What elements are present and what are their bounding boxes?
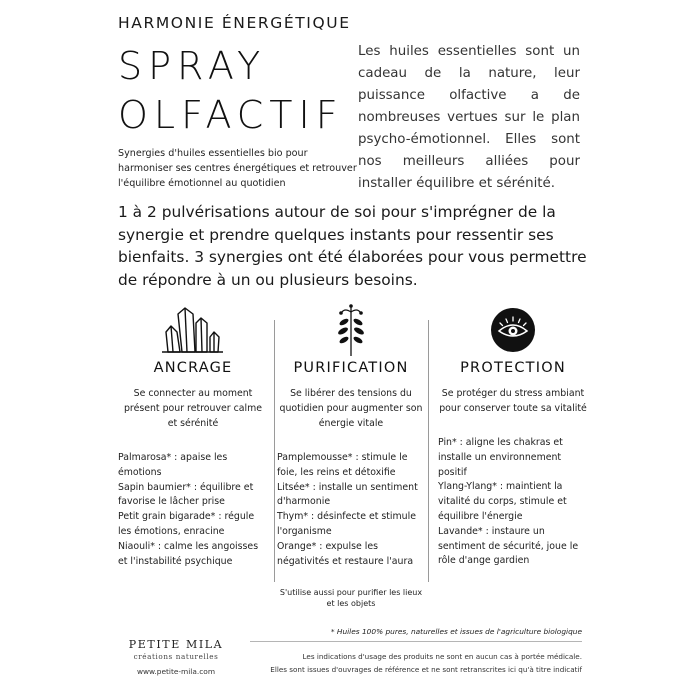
- list-item: Lavande* : instaure un sentiment de sécurité, joue le rôle d'ange gardien: [438, 525, 579, 567]
- column-protection: [438, 300, 588, 569]
- list-item: Sapin baumier* : équilibre et favorise le lâcher prise: [118, 481, 254, 508]
- plant-sprig-icon: [331, 302, 371, 358]
- column-ancrage: [118, 300, 268, 569]
- disclaimer-line: Elles sont issues d'ouvrages de référence et ne sont retranscrites ici qu'à titre indicatif: [270, 665, 582, 674]
- column-heading: PROTECTION: [460, 360, 566, 376]
- tagline: Synergies d'huiles essentielles bio pour harmoniser ses centres énergétiques et retrouver l'équilibre émotionnel au quotidien: [118, 148, 357, 189]
- disclaimer-line: Les indications d'usage des produits ne sont en aucun cas à portée médicale.: [302, 652, 582, 661]
- column-heading: PURIFICATION: [293, 360, 409, 376]
- column-purification: [277, 300, 425, 609]
- footer-divider: [250, 641, 582, 642]
- column-description: Se libérer des tensions du quotidien pour augmenter son énergie vitale: [279, 388, 423, 429]
- list-item: Niaouli* : calme les angoisses et l'instabilité psychique: [118, 540, 259, 567]
- brand-kicker: HARMONIE ÉNERGÉTIQUE: [118, 14, 351, 32]
- column-heading: ANCRAGE: [153, 360, 233, 376]
- page-title-line-2: OLFACTIF: [118, 93, 344, 137]
- page-title-line-1: SPRAY: [118, 44, 267, 88]
- list-item: Orange* : expulse les négativités et restaure l'aura: [277, 540, 414, 567]
- brand-name: PETITE MILA: [128, 638, 224, 651]
- column-description: Se connecter au moment présent pour retrouver calme et sérénité: [123, 388, 263, 429]
- organic-footnote: * Huiles 100% pures, naturelles et issues de l'agriculture biologique: [330, 627, 582, 636]
- list-item: Petit grain bigarade* : régule les émotions, enracine: [118, 511, 255, 537]
- list-item: Ylang-Ylang* : maintient la vitalité du corps, stimule et équilibre l'énergie: [438, 481, 567, 522]
- column-ingredient-list: [277, 451, 425, 569]
- list-item: Pin* : aligne les chakras et installe un environnement positif: [438, 437, 563, 478]
- list-item: Thym* : désinfecte et stimule l'organisme: [277, 511, 416, 537]
- brand-url: www.petite-mila.com: [136, 667, 216, 676]
- list-item: Pamplemousse* : stimule le foie, les reins et détoxifie: [277, 452, 408, 478]
- crystal-icon: [160, 304, 226, 356]
- eye-icon: [490, 307, 536, 353]
- list-item: Palmarosa* : apaise les émotions: [118, 452, 228, 478]
- usage-note: S'utilise aussi pour purifier les lieux et les objets: [279, 588, 423, 609]
- list-item: Litsée* : installe un sentiment d'harmonie: [277, 481, 418, 508]
- brand-logo: [116, 638, 236, 676]
- column-ingredient-list: [118, 451, 268, 569]
- column-description: Se protéger du stress ambiant pour conserver toute sa vitalité: [439, 388, 587, 414]
- column-ingredient-list: [438, 436, 588, 569]
- usage-lead-paragraph: 1 à 2 pulvérisations autour de soi pour s'imprégner de la synergie et prendre quelques instants pour ressentir ses bienfaits. 3 synergies ont été élaborées pour vous permettre de répondre à un ou plusieurs besoins.: [118, 203, 587, 289]
- column-divider: [274, 320, 275, 582]
- disclaimer: [240, 650, 582, 676]
- brand-subtitle: créations naturelles: [133, 652, 219, 661]
- intro-paragraph: Les huiles essentielles sont un cadeau de la nature, leur puissance olfactive a de nombreuses vertues sur le plan psycho-émotionnel. Elles sont nos meilleurs alliées pour installer équilibre et sérénité.: [358, 44, 580, 191]
- column-divider: [428, 320, 429, 582]
